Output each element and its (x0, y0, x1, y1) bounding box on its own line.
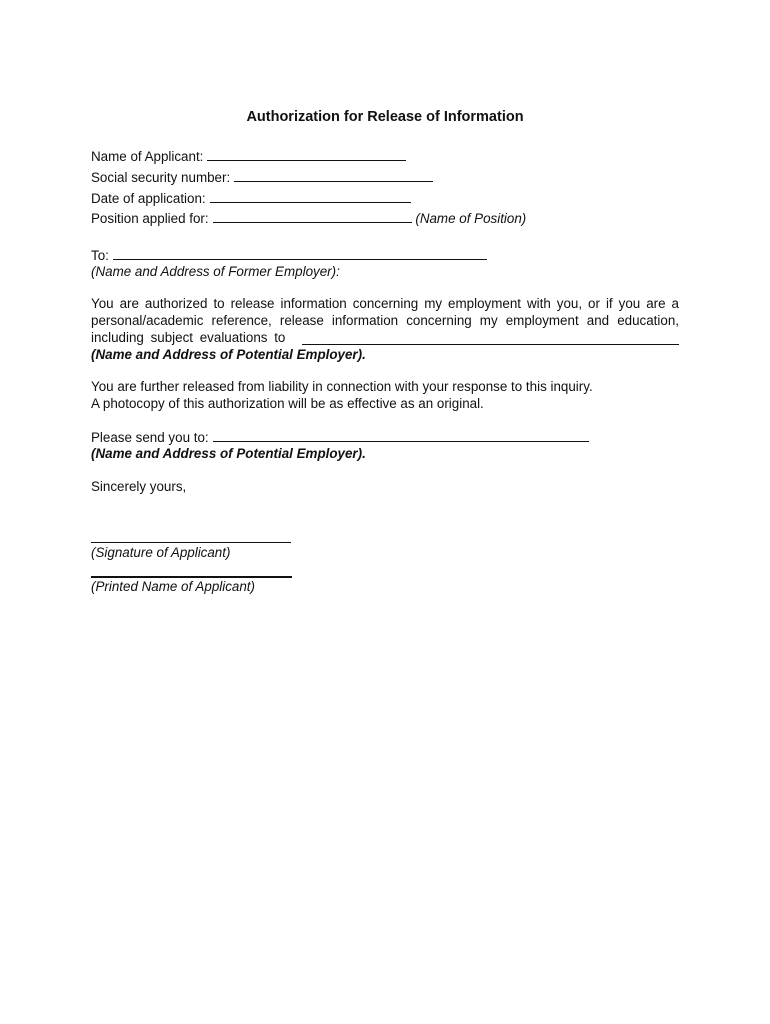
date-of-application-blank[interactable] (210, 189, 411, 203)
name-of-applicant-label: Name of Applicant: (91, 149, 204, 164)
send-to-label: Please send you to: (91, 430, 209, 445)
printed-name-line[interactable] (91, 563, 292, 578)
social-security-blank[interactable] (234, 168, 433, 182)
send-to-row (91, 428, 589, 446)
social-security-label: Social security number: (91, 170, 231, 185)
date-of-application-label: Date of application: (91, 191, 206, 206)
signature-note: (Signature of Applicant) (91, 545, 231, 560)
name-of-applicant-row (91, 147, 406, 165)
to-label: To: (91, 248, 109, 263)
send-to-blank[interactable] (213, 428, 589, 442)
liability-release-line2: A photocopy of this authorization will be as effective as an original. (91, 396, 484, 411)
authorization-paragraph-line1: You are authorized to release information concerning my employment with you, or if you are a (91, 296, 679, 311)
signature-line[interactable] (91, 529, 291, 543)
position-applied-row (91, 209, 526, 227)
closing-text: Sincerely yours, (91, 479, 187, 494)
liability-release-line1: You are further released from liability in connection with your response to this inquiry. (91, 379, 593, 394)
date-of-application-row (91, 189, 411, 207)
potential-employer-blank[interactable] (302, 331, 679, 345)
social-security-row (91, 168, 433, 186)
document-title: Authorization for Release of Information (246, 109, 524, 125)
name-of-position-note: (Name of Position) (415, 211, 527, 226)
potential-employer-note: (Name and Address of Potential Employer). (91, 347, 366, 362)
position-applied-label: Position applied for: (91, 211, 209, 226)
to-row (91, 246, 487, 264)
authorization-paragraph-line3-row (91, 329, 285, 346)
position-applied-blank[interactable] (213, 209, 412, 223)
name-of-applicant-blank[interactable] (207, 147, 406, 161)
former-employer-note: (Name and Address of Former Employer): (91, 264, 340, 279)
authorization-paragraph-line3: including subject evaluations to (91, 330, 286, 345)
send-to-note: (Name and Address of Potential Employer). (91, 446, 366, 461)
authorization-paragraph-line2: personal/academic reference, release information concerning my employment and education, (91, 313, 679, 328)
printed-name-note: (Printed Name of Applicant) (91, 579, 255, 594)
to-blank[interactable] (113, 246, 487, 260)
